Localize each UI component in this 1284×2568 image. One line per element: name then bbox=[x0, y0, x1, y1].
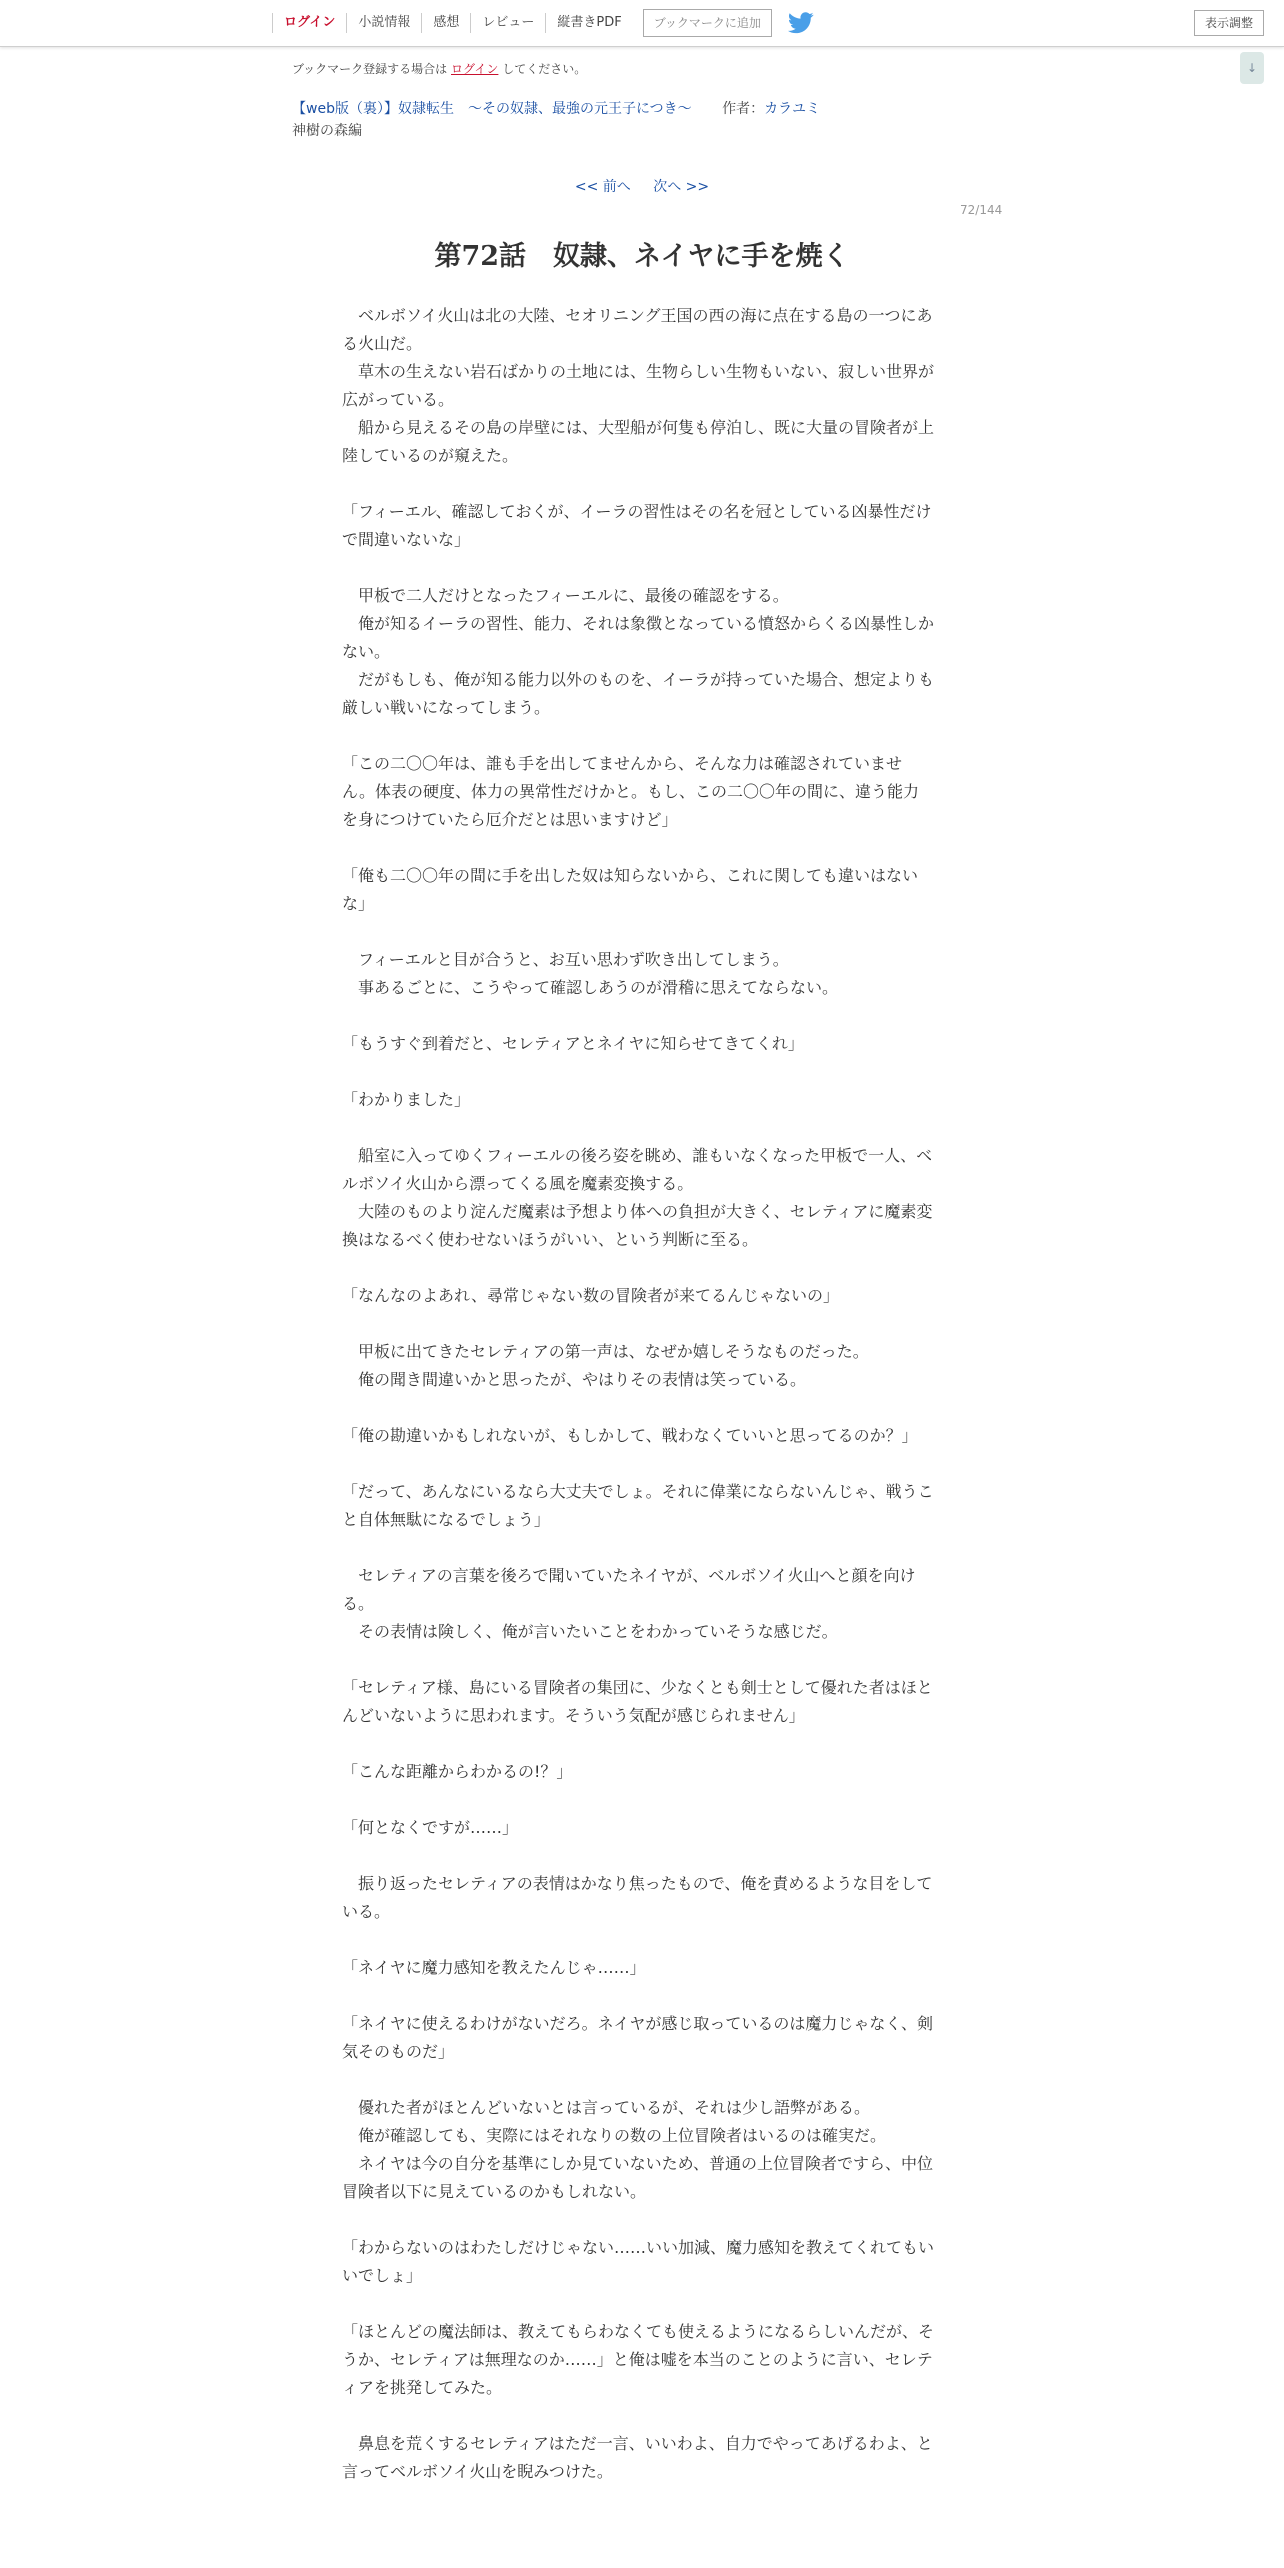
top-nav bbox=[272, 0, 814, 46]
body-paragraph: 草木の生えない岩石ばかりの土地には、生物らしい生物もいない、寂しい世界が広がっている。 bbox=[342, 362, 935, 409]
login-note-prefix: ブックマーク登録する場合は bbox=[292, 62, 448, 76]
body-paragraph: 「なんなのよあれ、尋常じゃない数の冒険者が来てるんじゃないの」 bbox=[342, 1286, 839, 1305]
body-paragraph: 船から見えるその島の岸壁には、大型船が何隻も停泊し、既に大量の冒険者が上陸しているのが窺えた。 bbox=[342, 418, 935, 465]
body-paragraph: 「ネイヤに魔力感知を教えたんじゃ……」 bbox=[342, 1958, 646, 1977]
blank-line bbox=[342, 1058, 934, 1086]
top-header bbox=[0, 0, 1284, 47]
blank-line bbox=[342, 1534, 934, 1562]
body-paragraph: 「わからないのはわたしだけじゃない……いい加減、魔力感知を教えてくれてもいいでしょ」 bbox=[342, 2238, 935, 2285]
body-paragraph: 優れた者がほとんどいないとは言っているが、それは少し語弊がある。 bbox=[342, 2098, 871, 2117]
blank-line bbox=[342, 1926, 934, 1954]
blank-line bbox=[342, 2290, 934, 2318]
body-paragraph: 「ネイヤに使えるわけがないだろ。ネイヤが感じ取っているのは魔力じゃなく、剣気そのものだ」 bbox=[342, 2014, 934, 2061]
blank-line bbox=[342, 1310, 934, 1338]
pager bbox=[0, 176, 1284, 196]
blank-line bbox=[342, 722, 934, 750]
blank-line bbox=[342, 834, 934, 862]
body-paragraph: 振り返ったセレティアの表情はかなり焦ったもので、俺を責めるような目をしている。 bbox=[342, 1874, 933, 1921]
blank-line bbox=[342, 470, 934, 498]
body-paragraph: 「この二〇〇年は、誰も手を出してませんから、そんな力は確認されていません。体表の硬度、体力の異常性だけかと。もし、この二〇〇年の間に、違う能力を身につけていたら厄介だとは思いますけど」 bbox=[342, 754, 919, 829]
display-settings-button[interactable]: 表示調整 bbox=[1194, 10, 1264, 36]
body-paragraph: 「ほとんどの魔法師は、教えてもらわなくても使えるようになるらしいんだが、そうか、セレティアは無理なのか……」と俺は嘘を本当のことのように言い、セレティアを挑発してみた。 bbox=[342, 2322, 935, 2397]
body-paragraph: 船室に入ってゆくフィーエルの後ろ姿を眺め、誰もいなくなった甲板で一人、ベルボソイ火山から漂ってくる風を魔素変換する。 bbox=[342, 1146, 933, 1193]
episode-counter: 72/144 bbox=[960, 203, 1003, 217]
chapter-group-title: 神樹の森編 bbox=[292, 123, 362, 139]
blank-line bbox=[342, 1786, 934, 1814]
body-paragraph: 俺が知るイーラの習性、能力、それは象徴となっている憤怒からくる凶暴性しかない。 bbox=[342, 614, 935, 661]
blank-line bbox=[342, 1730, 934, 1758]
body-paragraph: 「俺の勘違いかもしれないが、もしかして、戦わなくていいと思ってるのか？」 bbox=[342, 1426, 918, 1445]
blank-line bbox=[342, 2402, 934, 2430]
body-paragraph: 「何となくですが……」 bbox=[342, 1818, 519, 1837]
nav-novel-info[interactable]: 小説情報 bbox=[346, 13, 421, 33]
blank-line bbox=[342, 2066, 934, 2094]
blank-line bbox=[342, 2206, 934, 2234]
nav-review[interactable]: レビュー bbox=[470, 13, 545, 33]
episode-title: 第72話 奴隷、ネイヤに手を焼く bbox=[434, 241, 850, 272]
body-paragraph: 甲板で二人だけとなったフィーエルに、最後の確認をする。 bbox=[342, 586, 789, 605]
blank-line bbox=[342, 1646, 934, 1674]
body-paragraph: 鼻息を荒くするセレティアはただ一言、いいわよ、自力でやってあげるわよ、と言ってベルボソイ火山を睨みつけた。 bbox=[342, 2434, 933, 2481]
series-info bbox=[292, 98, 820, 118]
nav-impressions[interactable]: 感想 bbox=[421, 13, 470, 33]
body-paragraph: 「セレティア様、島にいる冒険者の集団に、少なくとも剣士として優れた者はほとんどいないように思われます。そういう気配が感じられません」 bbox=[342, 1678, 933, 1725]
blank-line bbox=[342, 1002, 934, 1030]
body-paragraph: 「だって、あんなにいるなら大丈夫でしょ。それに偉業にならないんじゃ、戦うこと自体無駄になるでしょう」 bbox=[342, 1482, 934, 1529]
author-label: 作者： bbox=[722, 101, 765, 117]
blank-line bbox=[342, 918, 934, 946]
login-note-suffix: してください。 bbox=[502, 62, 587, 76]
body-paragraph: 俺が確認しても、実際にはそれなりの数の上位冒険者はいるのは確実だ。 bbox=[342, 2126, 887, 2145]
body-paragraph: 事あるごとに、こうやって確認しあうのが滑稽に思えてならない。 bbox=[342, 978, 839, 997]
body-paragraph: 甲板に出てきたセレティアの第一声は、なぜか嬉しそうなものだった。 bbox=[342, 1342, 869, 1361]
novel-body bbox=[342, 302, 934, 2486]
twitter-icon[interactable] bbox=[788, 12, 814, 34]
author-link[interactable]: カラユミ bbox=[764, 101, 821, 117]
blank-line bbox=[342, 1982, 934, 2010]
nav-login[interactable]: ログイン bbox=[272, 13, 346, 33]
blank-line bbox=[342, 1394, 934, 1422]
series-title-link[interactable]: 【web版（裏）】奴隷転生 ～その奴隷、最強の元王子につき～ bbox=[292, 101, 692, 117]
body-paragraph: 「こんな距離からわかるの!？」 bbox=[342, 1762, 573, 1781]
scroll-down-button[interactable]: ↓ bbox=[1240, 52, 1264, 84]
login-note bbox=[292, 60, 586, 77]
blank-line bbox=[342, 1254, 934, 1282]
body-paragraph: 俺の聞き間違いかと思ったが、やはりその表情は笑っている。 bbox=[342, 1370, 807, 1389]
blank-line bbox=[342, 1114, 934, 1142]
body-paragraph: 「わかりました」 bbox=[342, 1090, 471, 1109]
body-paragraph: セレティアの言葉を後ろで聞いていたネイヤが、ベルボソイ火山へと顔を向ける。 bbox=[342, 1566, 916, 1613]
next-link[interactable]: 次へ >> bbox=[653, 179, 710, 195]
blank-line bbox=[342, 1450, 934, 1478]
body-paragraph: 「フィーエル、確認しておくが、イーラの習性はその名を冠としている凶暴性だけで間違いないな」 bbox=[342, 502, 932, 549]
add-bookmark-button[interactable]: ブックマークに追加 bbox=[643, 9, 772, 37]
body-paragraph: 「俺も二〇〇年の間に手を出した奴は知らないから、これに関しても違いはないな」 bbox=[342, 866, 919, 913]
body-paragraph: ネイヤは今の自分を基準にしか見ていないため、普通の上位冒険者ですら、中位冒険者以下に見えているのかもしれない。 bbox=[342, 2154, 934, 2201]
blank-line bbox=[342, 1842, 934, 1870]
blank-line bbox=[342, 554, 934, 582]
prev-link[interactable]: << 前へ bbox=[574, 179, 631, 195]
body-paragraph: 「もうすぐ到着だと、セレティアとネイヤに知らせてきてくれ」 bbox=[342, 1034, 804, 1053]
body-paragraph: フィーエルと目が合うと、お互い思わず吹き出してしまう。 bbox=[342, 950, 789, 969]
nav-vertical-pdf[interactable]: 縦書きPDF bbox=[545, 13, 632, 33]
login-link[interactable]: ログイン bbox=[451, 62, 499, 76]
body-paragraph: だがもしも、俺が知る能力以外のものを、イーラが持っていた場合、想定よりも厳しい戦いになってしまう。 bbox=[342, 670, 935, 717]
body-paragraph: 大陸のものより淀んだ魔素は予想より体への負担が大きく、セレティアに魔素変換はなるべく使わせないほうがいい、という判断に至る。 bbox=[342, 1202, 933, 1249]
body-paragraph: その表情は険しく、俺が言いたいことをわかっていそうな感じだ。 bbox=[342, 1622, 838, 1641]
body-paragraph: ベルボソイ火山は北の大陸、セオリニング王国の西の海に点在する島の一つにある火山だ。 bbox=[342, 306, 933, 353]
